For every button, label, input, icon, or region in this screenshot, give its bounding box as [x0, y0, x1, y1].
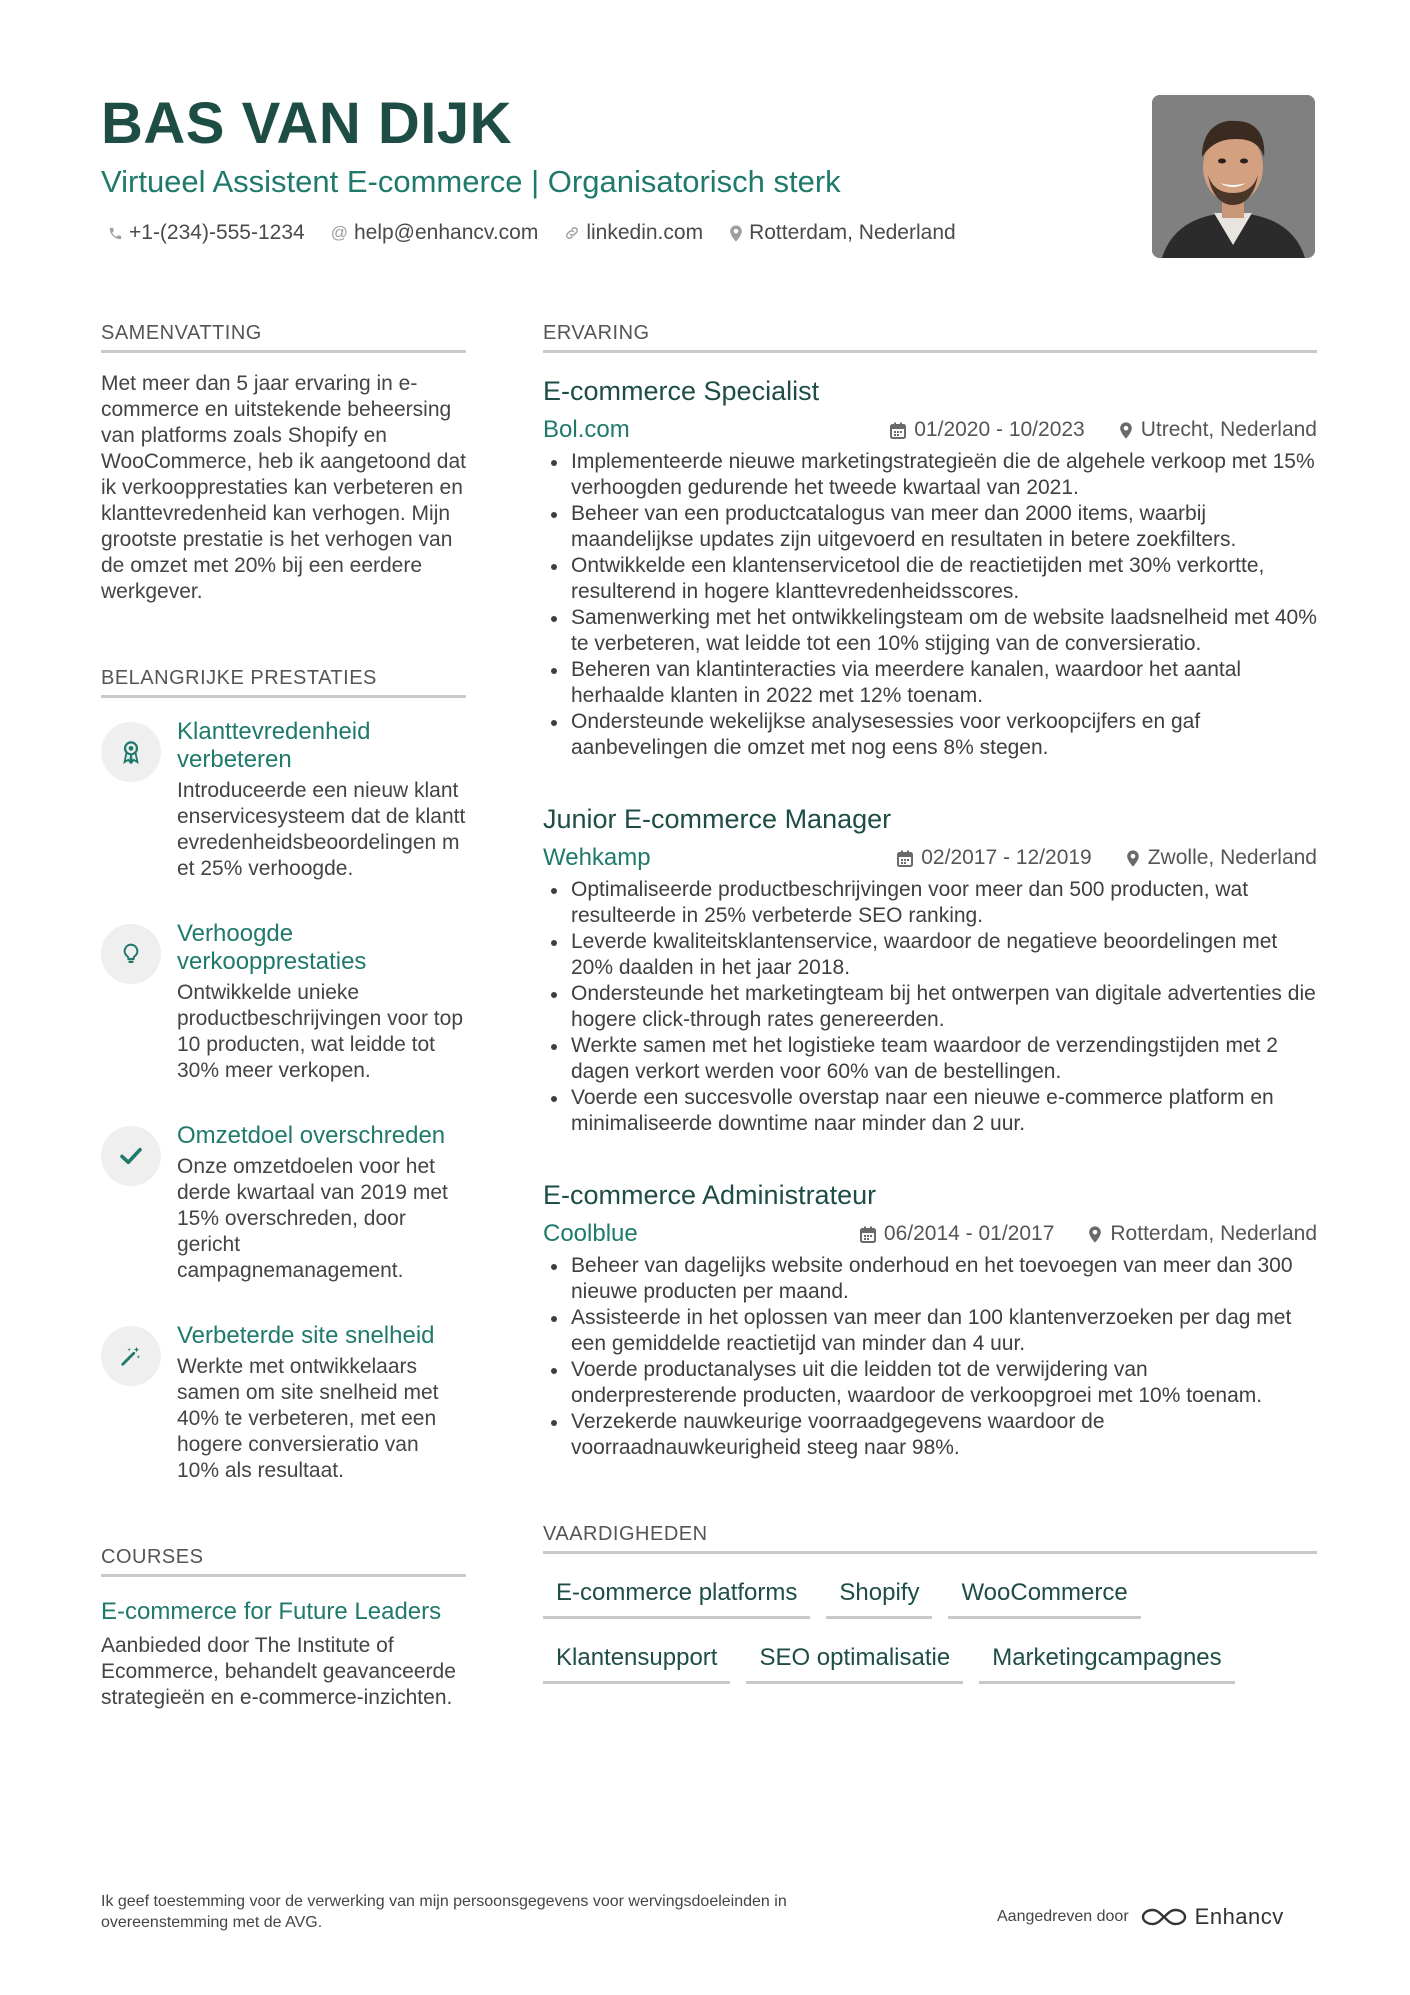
skill-tag: E-commerce platforms [543, 1568, 810, 1619]
contact-linkedin[interactable] [564, 218, 703, 248]
job-dates [897, 846, 1091, 870]
dates-text: 01/2020 - 10/2023 [914, 418, 1085, 441]
achievement-item [101, 1322, 466, 1484]
courses-section [101, 1544, 466, 1711]
calendar-icon [860, 1226, 876, 1243]
map-pin-icon [1088, 1226, 1102, 1243]
contact-email[interactable] [331, 218, 539, 248]
phone-icon [108, 226, 123, 241]
email-text: help@enhancv.com [353, 221, 539, 244]
course-desc: Aanbieded door The Institute of Ecommerce, behandelt geavanceerde strategieën en e-commerce-inzichten. [101, 1634, 456, 1709]
bullet-item: Optimaliseerde productbeschrijvingen voor meer dan 500 producten, wat resulteerde in 25% verbeterde SEO ranking. [543, 877, 1317, 929]
summary-text: Met meer dan 5 jaar ervaring in e-commerce en uitstekende beheersing van platforms zoals Shopify en WooCommerce, heb ik aangetoond dat ik verkoopprestaties kan verbeteren en klanttevredenheid kan verhogen. Mijn grootste prestatie is het verhogen van de omzet met 20% bij een eerdere werkgever. [101, 372, 466, 603]
skill-tag: SEO optimalisatie [746, 1633, 963, 1684]
enhancv-logo [1141, 1904, 1284, 1930]
map-pin-icon [1119, 422, 1133, 439]
bullet-item: Ondersteunde het marketingteam bij het ontwerpen van digitale advertenties die hogere click-through rates genereerden. [543, 981, 1317, 1033]
bullet-item: Voerde een succesvolle overstap naar een nieuwe e-commerce platform en minimaliseerde downtime naar minder dan 2 uur. [543, 1085, 1317, 1137]
consent-note: Ik geef toestemming voor de verwerking van mijn persoonsgegevens voor wervingsdoeleinden in overeenstemming met de AVG. [101, 1893, 787, 1931]
skills-list [543, 1568, 1317, 1698]
achievement-item [101, 718, 466, 882]
contact-bar [108, 218, 956, 248]
skills-section [543, 1521, 1317, 1698]
achievements-list [101, 718, 466, 1484]
skill-tag: Marketingcampagnes [979, 1633, 1234, 1684]
check-icon [101, 1126, 161, 1186]
skill-tag: WooCommerce [948, 1568, 1140, 1619]
bullet-item: Werkte samen met het logistieke team waardoor de verzendingstijden met 2 dagen verkort werden voor 60% van de bestellingen. [543, 1033, 1317, 1085]
left-column [101, 320, 466, 1711]
map-pin-icon [729, 225, 743, 242]
job-entry [543, 375, 1317, 761]
achievement-item [101, 920, 466, 1084]
location-text: Rotterdam, Nederland [749, 221, 956, 244]
location-text: Utrecht, Nederland [1140, 418, 1317, 441]
achievement-item [101, 1122, 466, 1284]
summary-heading: SAMENVATTING [101, 320, 466, 353]
at-icon: @ [330, 223, 348, 242]
job-meta [543, 1219, 1317, 1249]
job-dates [890, 418, 1084, 442]
company-name: Coolblue [543, 1220, 638, 1247]
bullet-item: Ontwikkelde een klantenservicetool die de reactietijden met 30% verkortte, resulterend in hogere klanttevredenheidsscores. [543, 553, 1317, 605]
job-entry [543, 1179, 1317, 1461]
profile-photo [1152, 95, 1315, 258]
award-icon [101, 722, 161, 782]
achievement-title: Omzetdoel overschreden [177, 1122, 446, 1149]
achievement-title: Verbeterde site snelheid [177, 1322, 435, 1349]
calendar-icon [890, 422, 906, 439]
experience-heading: ERVARING [543, 320, 1317, 353]
skill-tag: Klantensupport [543, 1633, 730, 1684]
achievement-title: Verhoogde verkoopprestaties [177, 920, 367, 975]
achievement-desc: Ontwikkelde unieke productbeschrijvingen voor top 10 producten, wat leidde tot 30% meer verkopen. [177, 981, 464, 1082]
bullet-item: Voerde productanalyses uit die leidden tot de verwijdering van onderpresterende producten, waardoor de verkoopgroei met 10% toenam. [543, 1357, 1317, 1409]
job-meta [543, 415, 1317, 445]
job-location [1126, 846, 1317, 870]
bullet-item: Ondersteunde wekelijkse analysesessies voor verkoopcijfers en gaf aanbevelingen die omzet met nog eens 8% stegen. [543, 709, 1317, 761]
skill-tag: Shopify [826, 1568, 932, 1619]
courses-heading: COURSES [101, 1544, 466, 1577]
bullet-item: Beheer van een productcatalogus van meer dan 2000 items, waarbij maandelijkse updates zijn uitgevoerd en resultaten in betere zoekfilters. [543, 501, 1317, 553]
phone-text: +1-(234)-555-1234 [129, 221, 305, 244]
brand-name: Enhancv [1194, 1904, 1284, 1929]
company-name: Wehkamp [543, 844, 651, 871]
bullet-item: Implementeerde nieuwe marketingstrategieën die de algehele verkoop met 15% verhoogden gedurende het tweede kwartaal van 2021. [543, 449, 1317, 501]
dates-text: 06/2014 - 01/2017 [883, 1222, 1055, 1245]
course-title: E-commerce for Future Leaders [101, 1598, 442, 1625]
location-text: Zwolle, Nederland [1147, 846, 1317, 869]
candidate-headline: Virtueel Assistent E-commerce | Organisatorisch sterk [101, 164, 841, 199]
magic-wand-icon [101, 1326, 161, 1386]
achievement-title: Klanttevredenheid verbeteren [177, 718, 371, 773]
achievement-desc: Werkte met ontwikkelaars samen om site snelheid met 40% te verbeteren, met een hogere conversieratio van 10% als resultaat. [177, 1355, 439, 1482]
calendar-icon [897, 850, 913, 867]
powered-by-label: Aangedreven door [997, 1908, 1129, 1925]
dates-text: 02/2017 - 12/2019 [921, 846, 1092, 869]
job-bullets [543, 877, 1317, 1137]
job-dates [860, 1222, 1054, 1246]
job-bullets [543, 1253, 1317, 1461]
achievements-section [101, 665, 466, 1484]
skills-heading: VAARDIGHEDEN [543, 1521, 1317, 1554]
bullet-item: Verzekerde nauwkeurige voorraadgegevens waardoor de voorraadnauwkeurigheid steeg naar 98%. [543, 1409, 1317, 1461]
bullet-item: Leverde kwaliteitsklantenservice, waardoor de negatieve beoordelingen met 20% daalden in het jaar 2018. [543, 929, 1317, 981]
bullet-item: Samenwerking met het ontwikkelingsteam om de website laadsnelheid met 40% te verbeteren, wat leidde tot een 10% stijging van de conversieratio. [543, 605, 1317, 657]
bullet-item: Beheren van klantinteracties via meerdere kanalen, waardoor het aantal herhaalde klanten in 2022 met 12% toenam. [543, 657, 1317, 709]
job-entry [543, 803, 1317, 1137]
contact-phone[interactable] [108, 218, 305, 248]
achievements-heading: BELANGRIJKE PRESTATIES [101, 665, 466, 698]
job-bullets [543, 449, 1317, 761]
achievement-desc: Introduceerde een nieuw klantenservicesysteem dat de klanttevredenheidsbeoordelingen met 25% verhoogde. [177, 779, 466, 880]
powered-by[interactable] [997, 1904, 1284, 1930]
job-title: E-commerce Specialist [543, 376, 820, 406]
company-name: Bol.com [543, 416, 630, 443]
linkedin-text: linkedin.com [586, 221, 704, 244]
job-title: Junior E-commerce Manager [543, 804, 892, 834]
achievement-desc: Onze omzetdoelen voor het derde kwartaal van 2019 met 15% overschreden, door gericht campagnemanagement. [177, 1155, 448, 1282]
job-title: E-commerce Administrateur [543, 1180, 877, 1210]
job-location [1088, 1222, 1317, 1246]
bullet-item: Beheer van dagelijks website onderhoud en het toevoegen van meer dan 300 nieuwe producten per maand. [543, 1253, 1317, 1305]
job-location [1119, 418, 1317, 442]
location-text: Rotterdam, Nederland [1110, 1222, 1317, 1245]
infinity-icon [1141, 1906, 1187, 1928]
link-icon [564, 225, 580, 241]
contact-location [729, 218, 956, 248]
summary-section [101, 320, 466, 605]
lightbulb-icon [101, 924, 161, 984]
right-column [543, 320, 1317, 1698]
map-pin-icon [1126, 850, 1140, 867]
job-meta [543, 843, 1317, 873]
bullet-item: Assisteerde in het oplossen van meer dan 100 klantenverzoeken per dag met een gemiddelde reactietijd van minder dan 4 uur. [543, 1305, 1317, 1357]
candidate-name: BAS VAN DIJK [101, 91, 512, 156]
